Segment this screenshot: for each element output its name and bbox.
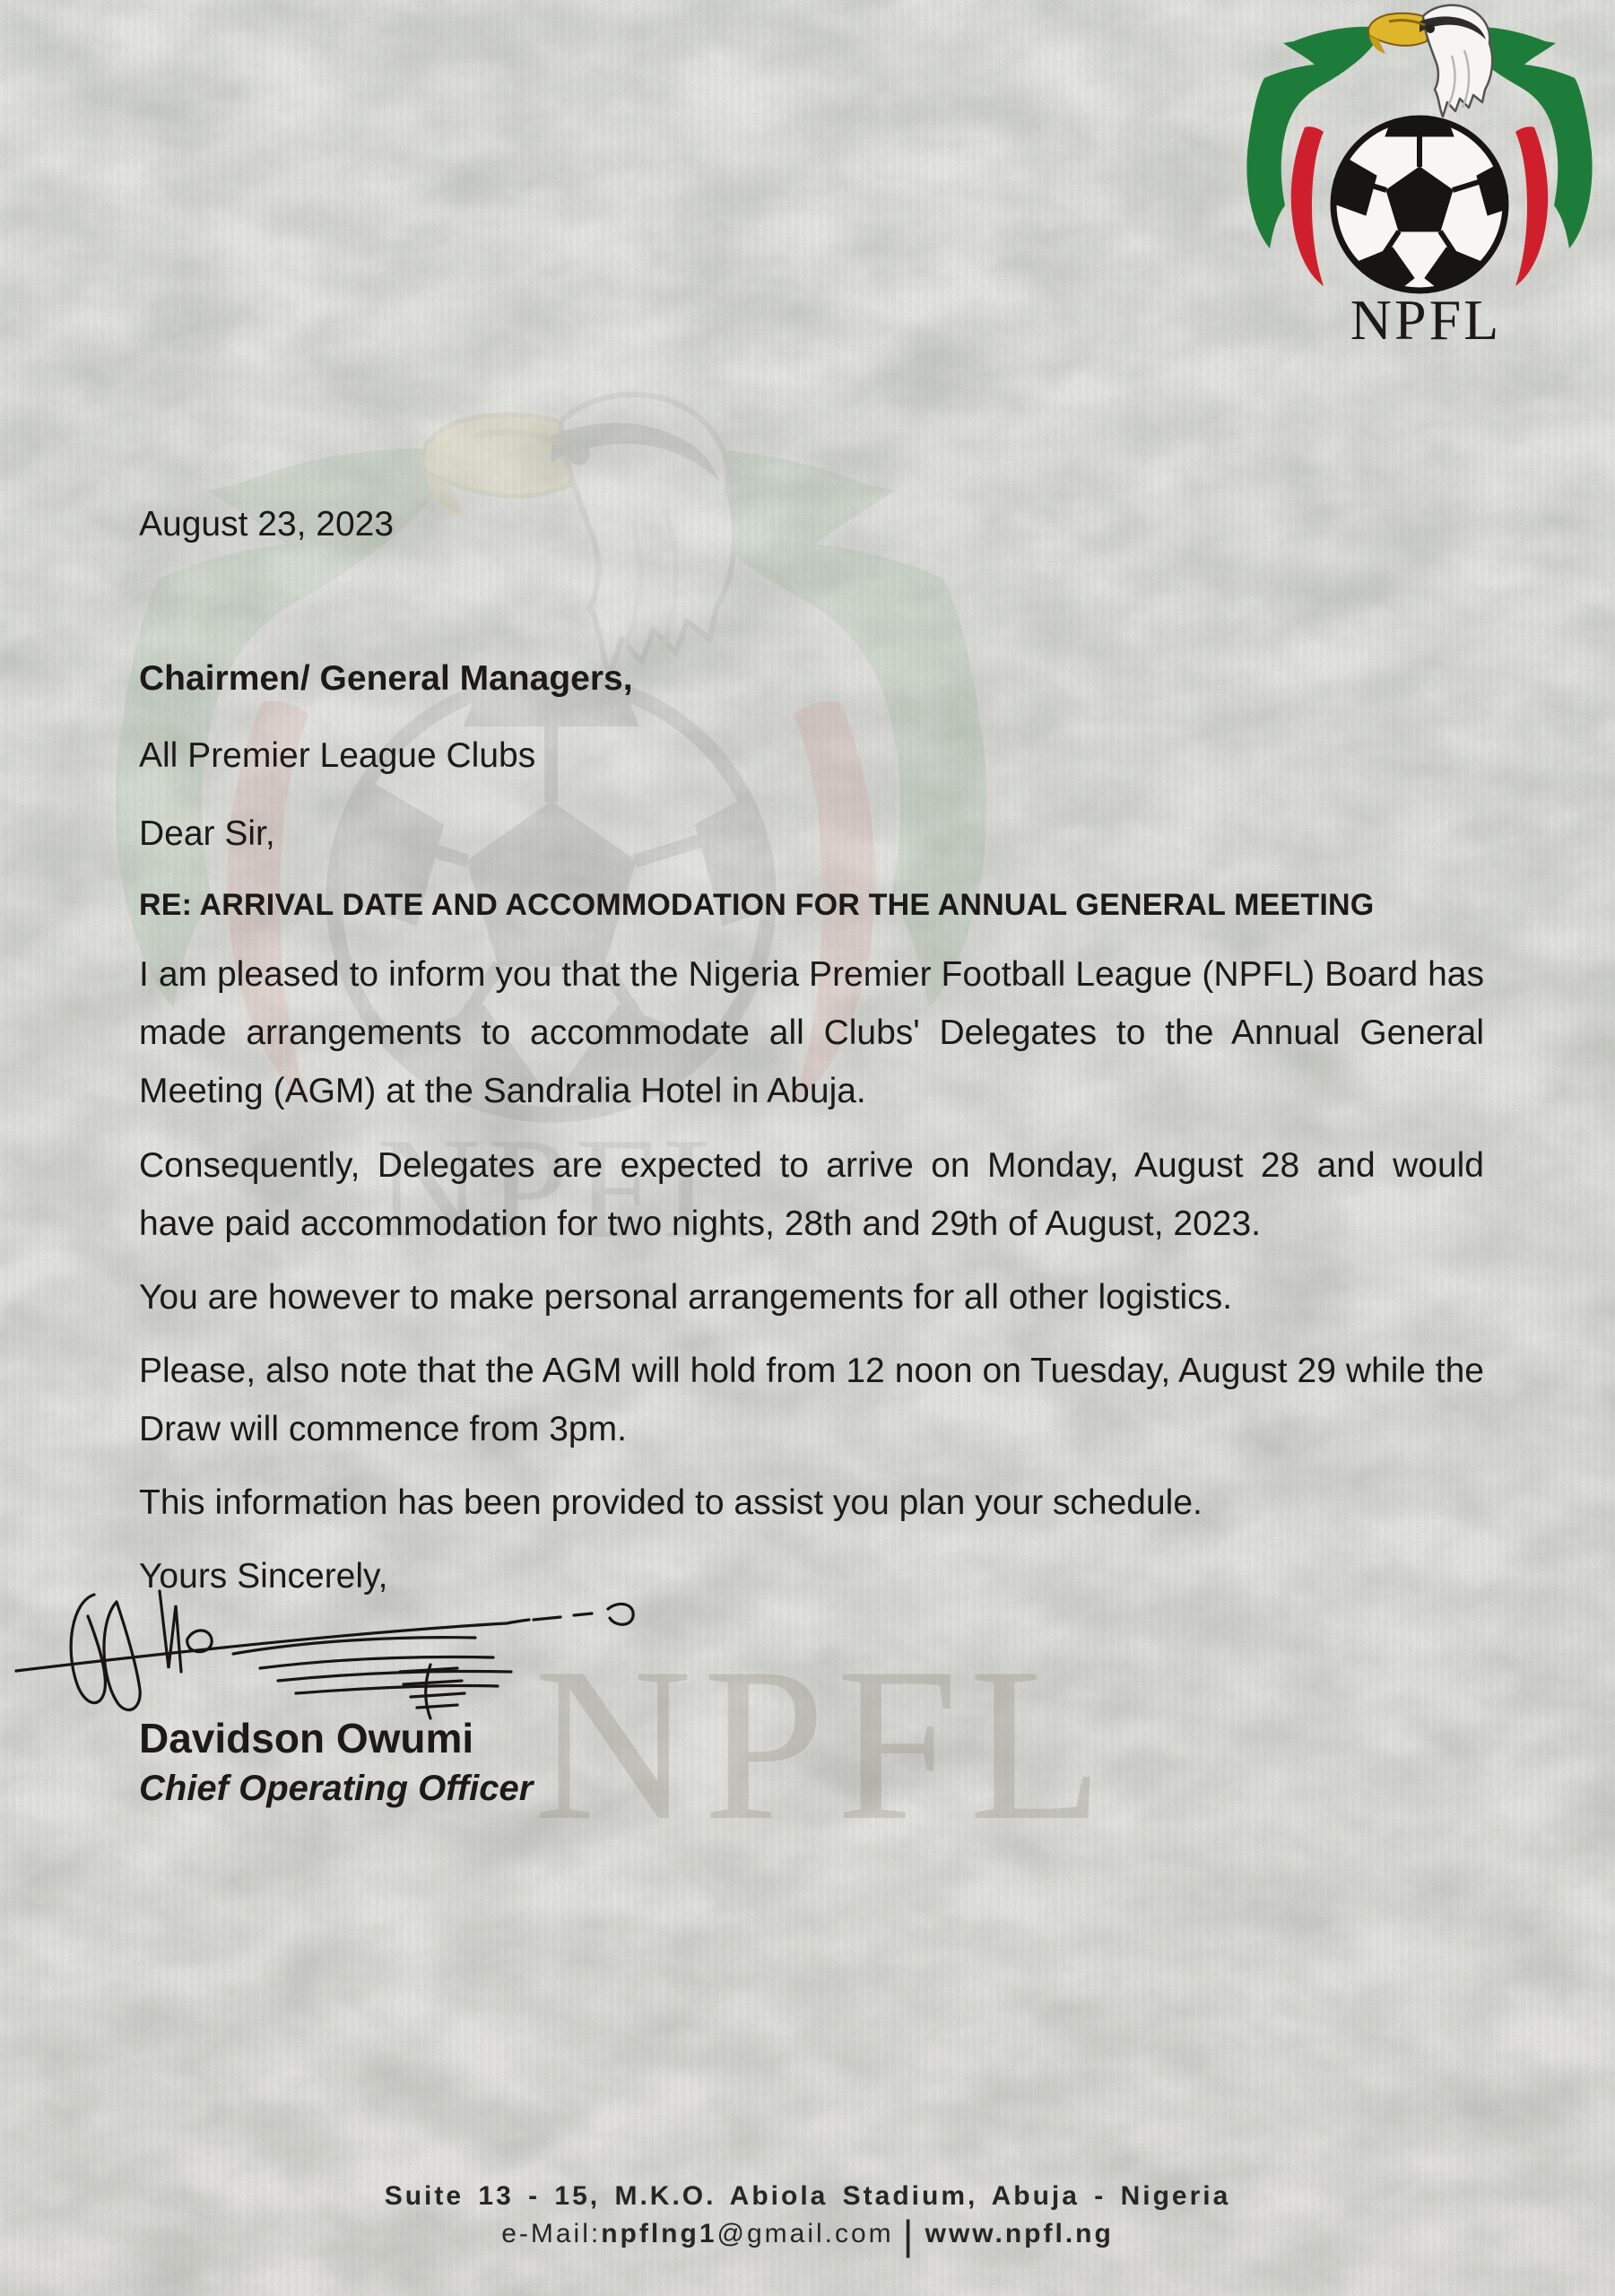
- body-paragraph-1: I am pleased to inform you that the Nigeria Premier Football League (NPFL) Board has made arrangements to accommodate all Clubs' Delegates to the Annual General Meeting (AGM) at the Sandralia Hotel in Abuja.: [139, 955, 1484, 1110]
- footer-email-user: npflng1: [601, 2219, 717, 2248]
- footer-website: www.npfl.ng: [925, 2219, 1114, 2248]
- recipient-line-2: All Premier League Clubs: [139, 736, 536, 775]
- body-paragraph-3: You are however to make personal arrangements for all other logistics.: [139, 1278, 1233, 1317]
- signatory-title: Chief Operating Officer: [139, 1769, 534, 1808]
- letter-date: August 23, 2023: [139, 505, 395, 544]
- signature-image: [9, 1586, 682, 1725]
- footer-email-domain: @gmail.com: [716, 2219, 894, 2248]
- body-paragraph-5: This information has been provided to assist you plan your schedule.: [139, 1483, 1203, 1522]
- subject-line: RE: ARRIVAL DATE AND ACCOMMODATION FOR THE ANNUAL GENERAL MEETING: [139, 888, 1375, 922]
- body-paragraph-2: Consequently, Delegates are expected to arrive on Monday, August 28 and would have paid accommodation for two nights, 28th and 29th of August, 2023.: [139, 1146, 1484, 1243]
- watermark-text: NPFL: [534, 1622, 1115, 1866]
- recipient-line-1: Chairmen/ General Managers,: [139, 659, 633, 698]
- footer-divider: |: [902, 2212, 916, 2258]
- npfl-crest-logo: [1240, 2, 1615, 370]
- body-paragraph-4: Please, also note that the AGM will hold from 12 noon on Tuesday, August 29 while the Draw will commence from 3pm.: [139, 1352, 1484, 1448]
- salutation: Dear Sir,: [139, 814, 275, 853]
- footer-address: Suite 13 - 15, M.K.O. Abiola Stadium, Abuja - Nigeria: [384, 2181, 1231, 2211]
- signatory-name: Davidson Owumi: [139, 1715, 474, 1761]
- footer-email-label: e-Mail:: [501, 2219, 602, 2248]
- letter-footer: [0, 2181, 1615, 2258]
- closing: Yours Sincerely,: [139, 1557, 388, 1596]
- footer-contact: [0, 2212, 1615, 2258]
